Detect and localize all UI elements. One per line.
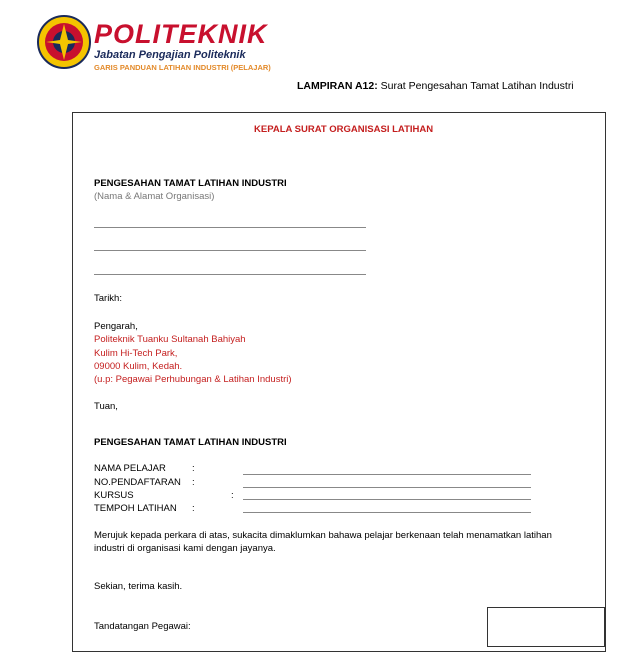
course-line: [243, 499, 531, 500]
org-address-line: [94, 250, 366, 251]
field-colon: :: [192, 503, 195, 514]
letter-subtitle: (Nama & Alamat Organisasi): [94, 191, 215, 202]
letter-title: PENGESAHAN TAMAT LATIHAN INDUSTRI: [94, 178, 287, 189]
field-label-student-name: NAMA PELAJAR: [94, 463, 166, 474]
field-colon: :: [231, 490, 234, 501]
student-name-line: [243, 474, 531, 475]
field-label-registration: NO.PENDAFTARAN: [94, 477, 181, 488]
body-text: industri di organisasi kami dengan jayanya.: [94, 543, 276, 554]
field-colon: :: [192, 463, 195, 474]
stamp-box: [487, 607, 605, 647]
politeknik-seal-icon: [36, 14, 92, 70]
org-address-line: [94, 274, 366, 275]
appendix-heading: [297, 80, 574, 92]
address-line: Kulim Hi-Tech Park,: [94, 348, 178, 359]
section-title: PENGESAHAN TAMAT LATIHAN INDUSTRI: [94, 437, 287, 448]
salutation: Tuan,: [94, 401, 118, 412]
address-line: (u.p: Pegawai Perhubungan & Latihan Industri): [94, 374, 292, 385]
letterhead-placeholder: KEPALA SURAT ORGANISASI LATIHAN: [254, 124, 434, 135]
address-line: 09000 Kulim, Kedah.: [94, 361, 183, 372]
duration-line: [243, 512, 531, 513]
date-label: Tarikh:: [94, 293, 122, 304]
brand-subtitle: Jabatan Pengajian Politeknik: [94, 49, 246, 61]
org-address-line: [94, 227, 366, 228]
field-label-course: KURSUS: [94, 490, 134, 501]
field-label-duration: TEMPOH LATIHAN: [94, 503, 177, 514]
guideline-title: GARIS PANDUAN LATIHAN INDUSTRI (PELAJAR): [94, 63, 271, 72]
appendix-title: Surat Pengesahan Tamat Latihan Industri: [380, 80, 574, 92]
signature-label: Tandatangan Pegawai:: [94, 621, 191, 632]
brand-name: POLITEKNIK: [94, 19, 268, 49]
registration-line: [243, 487, 531, 488]
recipient-title: Pengarah,: [94, 321, 138, 332]
closing-text: Sekian, terima kasih.: [94, 581, 183, 592]
body-text: Merujuk kepada perkara di atas, sukacita dimaklumkan bahawa pelajar berkenaan telah menamatkan latihan: [94, 530, 552, 541]
appendix-label: LAMPIRAN A12:: [297, 80, 378, 92]
address-line: Politeknik Tuanku Sultanah Bahiyah: [94, 334, 246, 345]
field-colon: :: [192, 477, 195, 488]
